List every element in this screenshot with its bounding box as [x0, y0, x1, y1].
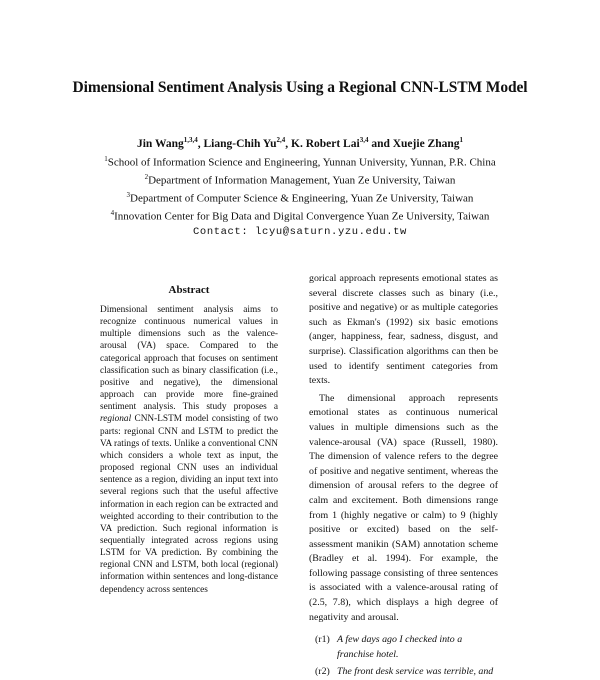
- intro-column: [309, 272, 498, 680]
- author-line: [0, 136, 600, 150]
- example-r2: (r2) The front desk service was terrible, and: [315, 666, 494, 678]
- author-2: Liang-Chih Yu$^{2,4}$,: [203, 136, 291, 150]
- affiliation-3: $^3$Department of Computer Science & Engineering, Yuan Ze University, Taiwan: [126, 191, 474, 205]
- contact-email: Contact: lcyu@saturn.yzu.edu.tw: [193, 225, 407, 238]
- abstract-heading: Abstract: [168, 284, 210, 296]
- abstract-text: Dimensional sentiment analysis aims to recognize continuous numerical values in multiple dimensions such as the valence-arousal (VA) space. Compared to the categorical approach that focuses on sentiment classification such as binary classification (i.e., positive and negative), the dimensional approach can provide more fine-grained sentiment analysis. This study proposes a regional CNN-LSTM model consisting of two parts: regional CNN and LSTM to predict the VA ratings of texts. Unlike a conventional CNN which considers a whole text as input, the proposed regional CNN uses an individual sentence as a region, dividing an input text into several regions such that the useful affective information in each region can be extracted and weighted according to their contribution to the VA prediction. Such regional information is sequentially integrated across regions using LSTM for VA prediction. By combining the regional CNN and LSTM, both local (regional) information within sentences and long-distance dependency across sentences: [100, 305, 278, 595]
- paper-title: Dimensional Sentiment Analysis Using a Regional CNN-LSTM Model: [72, 79, 528, 96]
- affiliations: [0, 152, 600, 239]
- abstract-column: [100, 284, 278, 596]
- affiliation-4: $^4$Innovation Center for Big Data and Digital Convergence Yuan Ze University, Taiwan: [110, 209, 490, 224]
- author-4: Xuejie Zhang$^1$: [392, 136, 464, 150]
- affiliation-1: $^1$School of Information Science and Engineering, Yunnan University, Yunnan, P.R. China: [104, 155, 496, 169]
- author-3: K. Robert Lai$^{3,4}$ and: [291, 136, 393, 150]
- author-1: Jin Wang$^{1,3,4}$,: [136, 136, 204, 150]
- intro-paragraph-1: gorical approach represents emotional states as several discrete classes such as binary (i.e., positive and negative) or as multiple categories such as Ekman's (1992) six basic emotions (anger, happiness, fear, sadness, disgust, and surprise). Classification algorithms can then be used to identify sentiment categories from texts.: [309, 273, 498, 387]
- affiliation-2: $^2$Department of Information Management, Yuan Ze University, Taiwan: [144, 173, 456, 187]
- example-r1: (r1) A few days ago I checked into a franchise hotel.: [315, 634, 463, 660]
- intro-paragraph-2: The dimensional approach represents emotional states as continuous numerical values in multiple dimensions such as the valence-arousal (VA) space (Russell, 1980). The dimension of valence refers to the degree of positive and negative sentiment, whereas the dimension of arousal refers to the degree of calm and excitement. Both dimensions range from 1 (highly negative or calm) to 9 (highly positive or excited) based on the self-assessment manikin (SAM) annotation scheme (Bradley et al. 1994). For example, the following passage consisting of three sentences is associated with a valence-arousal rating of (2.5, 7.8), which displays a high degree of negativity and arousal.: [309, 392, 498, 623]
